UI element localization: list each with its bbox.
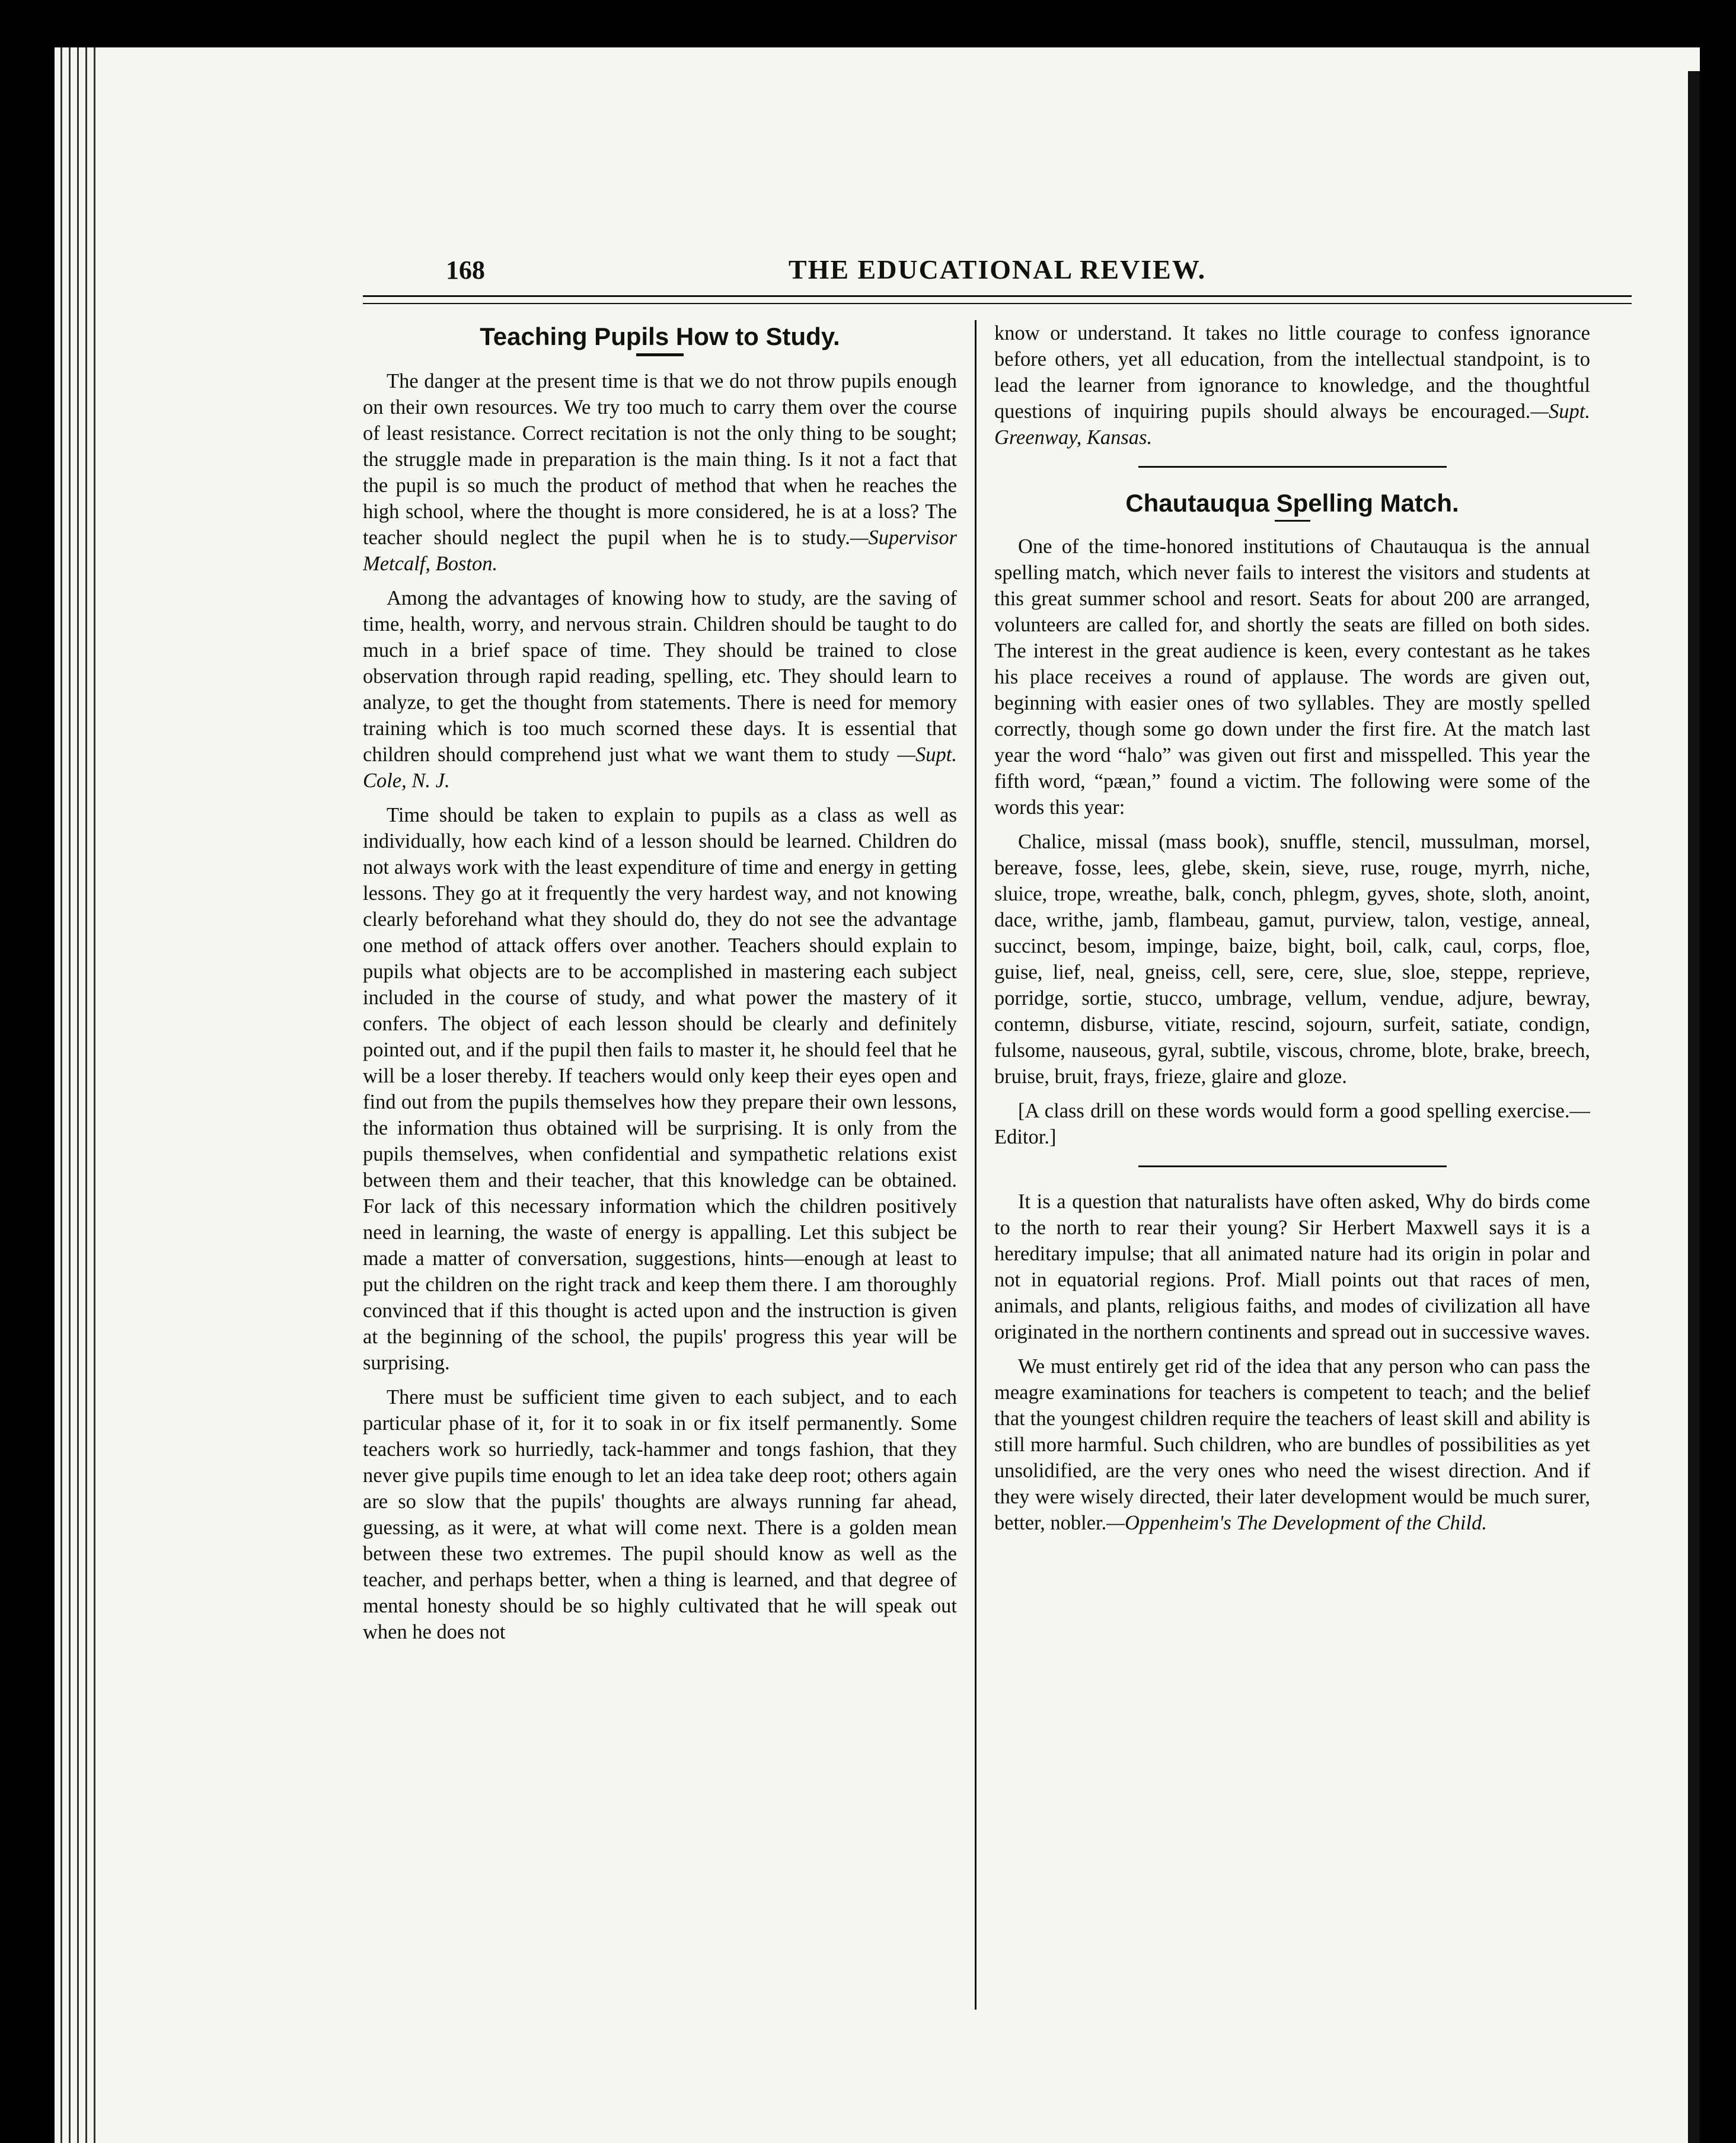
right-column	[976, 320, 1590, 2010]
paragraph: Time should be taken to explain to pupils as a class as well as individually, how each kind of a lesson should be learned. Children do not always work with the least expenditure of time and energy in getting lessons. They go at it frequently the very hardest way, and not knowing clearly beforehand what they should do, they do not see the advantage one method of attack offers over another. Teachers should explain to pupils what objects are to be accomplished in mastering each subject included in the course of study, and what power the mastery of it confers. The object of each lesson should be clearly and definitely pointed out, and if the pupil then fails to master it, he should feel that he will be a loser thereby. If teachers would only keep their eyes open and find out from the pupils themselves how they prepare their own lessons, the information thus obtained will be surprising. It is only from the pupils themselves, when confidential and sympathetic relations exist between them and their teacher, that this knowledge can be obtained. For lack of this necessary information which the children positively need in learning, the waste of energy is appalling. Let this subject be made a matter of conversation, suggestions, hints—enough at least to put the children on the right track and keep them there. I am thoroughly convinced that if this thought is acted upon and the instruction is given at the beginning of the school, the pupils' progress this year will be surprising.	[363, 804, 957, 1374]
editor-note: [A class drill on these words would form a good spelling exercise.—Editor.]	[994, 1100, 1590, 1148]
book-edge	[55, 47, 102, 2143]
paragraph	[363, 585, 957, 794]
title-ornament	[636, 353, 684, 356]
page-shadow	[1688, 71, 1700, 2143]
word-list: Chalice, missal (mass book), snuffle, stencil, mussulman, morsel, bereave, fosse, lees, glebe, skein, sieve, ruse, rouge, myrrh, niche, sluice, trope, wreathe, balk, conch, phlegm, gyves, shote, sloth, anoint, dace, writhe, jamb, flambeau, gamut, purview, talon, vestige, anneal, succinct, besom, impinge, baize, bight, boil, calk, caul, corps, floe, guise, lief, neal, gneiss, cell, sere, cere, slue, sloe, steppe, reprieve, porridge, sortie, stucco, umbrage, vellum, vendue, adjure, bewray, contemn, disburse, vitiate, rescind, sojourn, surfeit, satiate, condign, fulsome, nauseous, gyral, subtile, viscous, chrome, blote, brake, breech, bruise, bruit, frays, frieze, glaire and gloze.	[994, 831, 1590, 1088]
paragraph: There must be sufficient time given to each subject, and to each particular phase of it, for it to soak in or fix itself permanently. Some teachers work so hurriedly, tack-hammer and tongs fashion, that they never give pupils time enough to let an idea take deep root; others again are so slow that the pupils' thoughts are always running far ahead, guessing, as it were, at what will come next. There is a golden mean between these two extremes. The pupil should know as well as the teacher, and perhaps better, when a thing is learned, and that degree of mental honesty should be so highly cultivated that he will speak out when he does not	[363, 1386, 957, 1643]
two-column-body	[363, 320, 1632, 2010]
section-divider	[1138, 466, 1447, 468]
paragraph-text: We must entirely get rid of the idea that any person who can pass the meagre examinations for teachers is competent to teach; and the belief that the youngest children require the teachers of least skill and ability is still more harmful. Such children, who are bundles of possibilities as yet unsolidified, are the very ones who need the wisest direction. And if they were wisely directed, their later development would be much surer, better, nobler.	[994, 1355, 1590, 1534]
paragraph-text: Among the advantages of knowing how to study, are the saving of time, health, worry, and nervous strain. Children should be taught to do much in a brief space of time. They should be trained to close observation through rapid reading, spelling, etc. They should learn to analyze, to get the thought from statements. There is need for memory training which is too much scorned these days. It is essential that children should comprehend just what we want them to study	[363, 587, 957, 766]
paragraph-continued	[994, 320, 1590, 451]
article-title-teaching-pupils: Teaching Pupils How to Study.	[480, 322, 840, 350]
attribution: —Oppenheim's The Development of the Child.	[1106, 1512, 1487, 1534]
article-title-chautauqua: Chautauqua Spelling Match.	[1125, 489, 1459, 517]
journal-page	[55, 47, 1700, 2143]
page-content	[363, 213, 1632, 1992]
paragraph-text: The danger at the present time is that we do not throw pupils enough on their own resources. We try too much to carry them over the course of least resistance. Correct recitation is not the only thing to be sought; the struggle made in preparation is the main thing. Is it not a fact that the pupil is so much the product of method that when he reaches the high school, where the thought is more considered, he is at a loss? The teacher should neglect the pupil when he is to study.	[363, 370, 957, 549]
left-column	[363, 320, 976, 2010]
journal-title: THE EDUCATIONAL REVIEW.	[788, 254, 1207, 285]
page-number: 168	[446, 256, 485, 285]
paragraph: One of the time-honored institutions of Chautauqua is the annual spelling match, which never fails to interest the visitors and students at this great summer school and resort. Seats for about 200 are arranged, volunteers are called for, and shortly the seats are filled on both sides. The interest in the great audience is keen, every contestant as he takes his place receives a round of applause. The words are given out, beginning with easier ones of two syllables. They are mostly spelled correctly, though some go down under the first fire. At the match last year the word “halo” was given out first and misspelled. This year the fifth word, “pæan,” found a victim. The following were some of the words this year:	[994, 535, 1590, 819]
running-head	[363, 213, 1632, 285]
paragraph: It is a question that naturalists have often asked, Why do birds come to the north to rear their young? Sir Herbert Maxwell says it is a hereditary impulse; that all animated nature had its origin in polar and not in equatorial regions. Prof. Miall points out that races of men, animals, and plants, religious faiths, and modes of civilization all have originated in the northern continents and spread out in successive waves.	[994, 1190, 1590, 1343]
attribution: —Supervisor Metcalf, Boston.	[363, 526, 957, 575]
attribution: —Supt. Greenway, Kansas.	[994, 400, 1590, 449]
header-rule	[363, 295, 1632, 304]
paragraph-text: know or understand. It takes no little courage to confess ignorance before others, yet all education, from the intellectual standpoint, is to lead the learner from ignorance to knowledge, and the thoughtful questions of inquiring pupils should always be encouraged.	[994, 322, 1590, 423]
title-ornament	[1275, 520, 1310, 522]
paragraph	[363, 368, 957, 577]
attribution: —Supt. Cole, N. J.	[363, 743, 958, 792]
paragraph	[994, 1353, 1590, 1536]
section-divider	[1138, 1165, 1447, 1167]
